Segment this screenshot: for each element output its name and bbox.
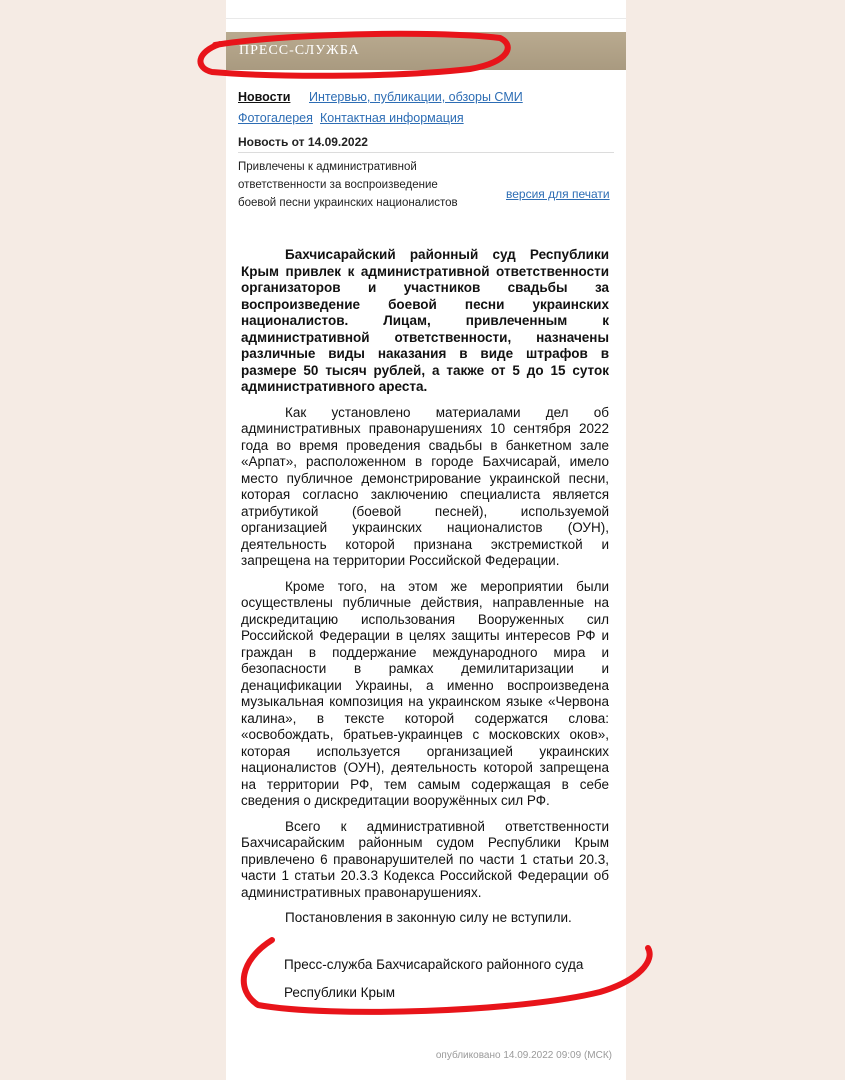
- article-paragraph: Всего к административной ответственности Бахчисарайским районным судом Республики Крым привлечено 6 правонарушителей по части 1 статьи 20.3, части 1 статьи 20.3.3 Кодекса Российской Федерации об административных правонарушениях.: [241, 818, 609, 900]
- article-lead: Бахчисарайский районный суд Республики Крым привлек к административной ответственности организаторов и участников свадьбы за воспроизведение боевой песни украинских националистов. Лицам, привлеченным к административной ответственности, назначены различные виды наказания в виде штрафов в размере 50 тысяч рублей, а также от 5 до 15 суток административного ареста.: [241, 247, 609, 394]
- news-date-label: Новость от 14.09.2022: [238, 135, 368, 149]
- article-paragraph: Как установлено материалами дел об административных правонарушениях 10 сентября 2022 года во время проведения свадьбы в банкетном зале «Арпат», расположенном в городе Бахчисарай, имело место публичное демонстрирование украинской песни, которая согласно заключению специалиста является атрибутикой (боевой песней), используемой организацией украинских националистов (ОУН), деятельность которой признана экстремисткой и запрещена на территории Российской Федерации.: [241, 404, 609, 568]
- section-header: [226, 32, 626, 70]
- article-paragraph: Кроме того, на этом же мероприятии были осуществлены публичные действия, направленные на дискредитацию использования Вооруженных сил Российской Федерации в целях защиты интересов РФ и граждан в поддержание международного мира и безопасности в рамках демилитаризации и денацификации Украины, а именно воспроизведена музыкальная композиция на украинском языке «Червона калина», в тексте которой содержатся слова: «освобождать, братьев-украинцев с московских оков», которая используется организацией украинских националистов (ОУН), деятельность которой запрещена на территории РФ, тем самым содержащая в себе сведения о дискредитации вооружённых сил РФ.: [241, 578, 609, 808]
- print-version-link[interactable]: версия для печати: [506, 187, 610, 201]
- top-divider: [226, 18, 626, 19]
- article-body: [241, 247, 609, 936]
- published-timestamp: опубликовано 14.09.2022 09:09 (МСК): [435, 1050, 612, 1061]
- signature-line-2: Республики Крым: [284, 985, 395, 1000]
- nav-link-contacts[interactable]: Контактная информация: [320, 111, 464, 125]
- page-content: [226, 0, 626, 1080]
- article-paragraph: Постановления в законную силу не вступили.: [285, 910, 572, 925]
- nav-link-photos[interactable]: Фотогалерея: [238, 111, 313, 125]
- divider: [238, 152, 614, 153]
- news-title: Привлечены к административной ответственности за воспроизведение боевой песни украинских националистов: [238, 161, 458, 209]
- nav-link-news[interactable]: Новости: [238, 90, 291, 104]
- signature-line-1: Пресс-служба Бахчисарайского районного суда: [284, 957, 584, 972]
- section-title: ПРЕСС-СЛУЖБА: [239, 43, 360, 58]
- nav-link-interviews[interactable]: Интервью, публикации, обзоры СМИ: [309, 90, 523, 104]
